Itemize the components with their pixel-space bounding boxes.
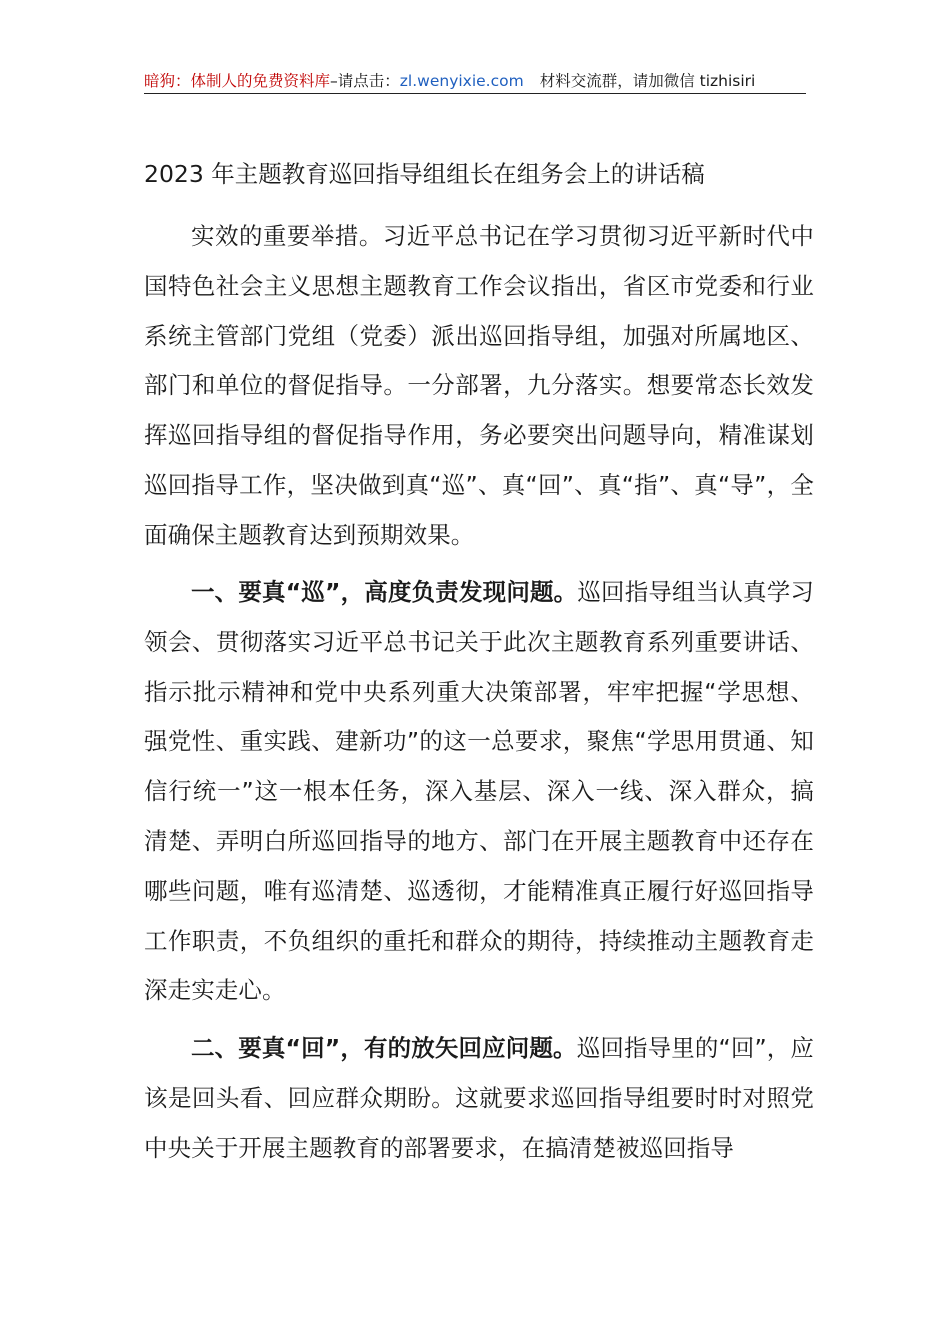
paragraph-2: [144, 568, 814, 1016]
paragraph-3-heading: 二、要真“回”，有的放矢回应问题。: [191, 1034, 577, 1062]
header-prompt: –请点击：: [330, 72, 400, 90]
paragraph-1: [144, 212, 814, 561]
paragraph-3: [144, 1024, 814, 1173]
page-header: [144, 69, 806, 94]
header-brand: 暗狗：体制人的免费资料库: [144, 72, 331, 90]
paragraph-3-text: 巡回指导里的“回”，应该是回头看、回应群众期盼。这就要求巡回指导组要时时对照党中央关于开展主题教育的部署要求，在搞清楚被巡回指导: [144, 1034, 815, 1162]
header-wechat-note: 材料交流群，请加微信 tizhisiri: [539, 72, 756, 90]
paragraph-2-heading: 一、要真“巡”，高度负责发现问题。: [191, 578, 578, 606]
paragraph-1-text: 实效的重要举措。习近平总书记在学习贯彻习近平新时代中国特色社会主义思想主题教育工作会议指出，省区市党委和行业系统主管部门党组（党委）派出巡回指导组，加强对所属地区、部门和单位的督促指导。一分部署，九分落实。想要常态长效发挥巡回指导组的督促指导作用，务必要突出问题导向，精准谋划巡回指导工作，坚决做到真“巡”、真“回”、真“指”、真“导”，全面确保主题教育达到预期效果。: [144, 222, 814, 549]
paragraph-2-text: 巡回指导组当认真学习领会、贯彻落实习近平总书记关于此次主题教育系列重要讲话、指示批示精神和党中央系列重大决策部署，牢牢把握“学思想、强党性、重实践、建新功”的这一总要求，聚焦“学思用贯通、知信行统一”这一根本任务，深入基层、深入一线、深入群众，搞清楚、弄明白所巡回指导的地方、部门在开展主题教育中还存在哪些问题，唯有巡清楚、巡透彻，才能精准真正履行好巡回指导工作职责，不负组织的重托和群众的期待，持续推动主题教育走深走实走心。: [144, 578, 815, 1005]
header-url-link[interactable]: zl.wenyixie.com: [399, 72, 524, 90]
document-title: 2023 年主题教育巡回指导组组长在组务会上的讲话稿: [144, 160, 705, 188]
